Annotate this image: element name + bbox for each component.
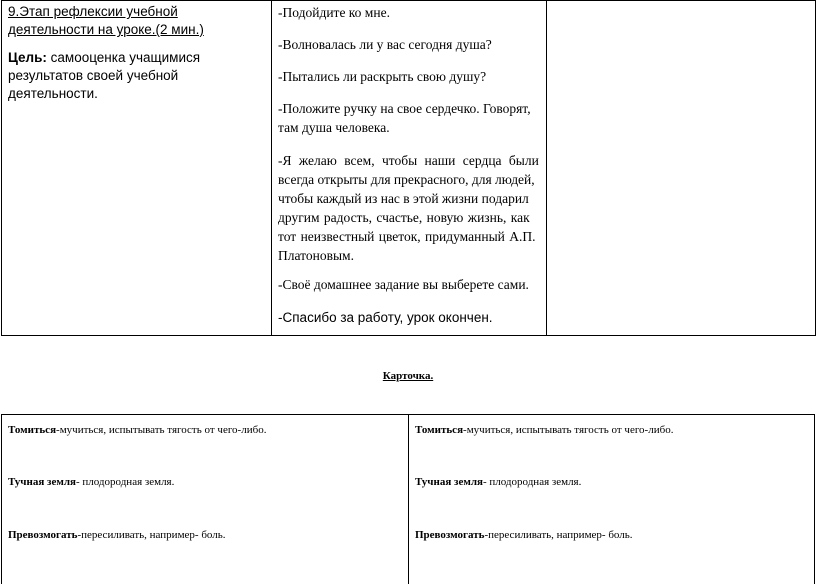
teacher-line: -Спасибо за работу, урок окончен. <box>278 310 493 325</box>
definition-term: Превозмогать <box>8 529 78 541</box>
definition-text: - плодородная земля. <box>75 476 175 488</box>
stage-goal <box>8 49 266 103</box>
teacher-line: -Положите ручку на свое сердечко. Говорят, <box>278 101 531 116</box>
definition-item <box>8 475 174 489</box>
teacher-line: другим радость, счастье, новую жизнь, как <box>278 210 530 225</box>
definition-item <box>8 528 226 542</box>
definition-text: -пересиливать, например- боль. <box>77 529 226 541</box>
definition-term: Тучная земля <box>415 476 483 488</box>
teacher-line: -Пытались ли раскрыть свою душу? <box>278 69 487 84</box>
teacher-line: всегда открыты для прекрасного, для людей, <box>278 172 535 187</box>
teacher-line: -Своё домашнее задание вы выберете сами. <box>278 277 529 292</box>
teacher-line: чтобы каждый из нас в этой жизни подарил <box>278 191 529 206</box>
definition-text: -мучиться, испытывать тягость от чего-либо. <box>56 424 267 436</box>
card-cell-left <box>1 414 409 584</box>
teacher-line: тот неизвестный цветок, придуманный А.П. <box>278 229 536 244</box>
definition-term: Тучная земля <box>8 476 76 488</box>
teacher-line: -Я желаю всем, чтобы наши сердца были <box>278 153 539 168</box>
teacher-activity-cell <box>271 0 547 336</box>
goal-label: Цель: <box>8 50 47 65</box>
card-cell-right <box>408 414 815 584</box>
teacher-line: там душа человека. <box>278 120 390 135</box>
empty-cell <box>546 0 816 336</box>
goal-text: самооценка учащимися результатов своей учебной деятельности. <box>8 50 201 101</box>
definition-item <box>415 528 633 542</box>
teacher-line: -Волновалась ли у вас сегодня душа? <box>278 37 492 52</box>
lesson-plan-table <box>1 0 816 336</box>
definition-item <box>415 423 673 437</box>
teacher-line: -Подойдите ко мне. <box>278 5 390 20</box>
definition-text: -пересиливать, например- боль. <box>484 529 633 541</box>
definition-term: Томиться <box>415 424 464 436</box>
teacher-line: Платоновым. <box>278 248 354 263</box>
definition-term: Томиться <box>8 424 57 436</box>
card-title: Карточка. <box>382 370 434 382</box>
definition-text: - плодородная земля. <box>482 476 582 488</box>
card-table <box>1 414 815 584</box>
definition-item <box>415 475 581 489</box>
definition-term: Превозмогать <box>415 529 485 541</box>
definition-text: -мучиться, испытывать тягость от чего-либо. <box>463 424 674 436</box>
stage-cell <box>1 0 272 336</box>
stage-title: 9.Этап рефлексии учебной деятельности на уроке.(2 мин.) <box>8 4 204 37</box>
definition-item <box>8 423 266 437</box>
